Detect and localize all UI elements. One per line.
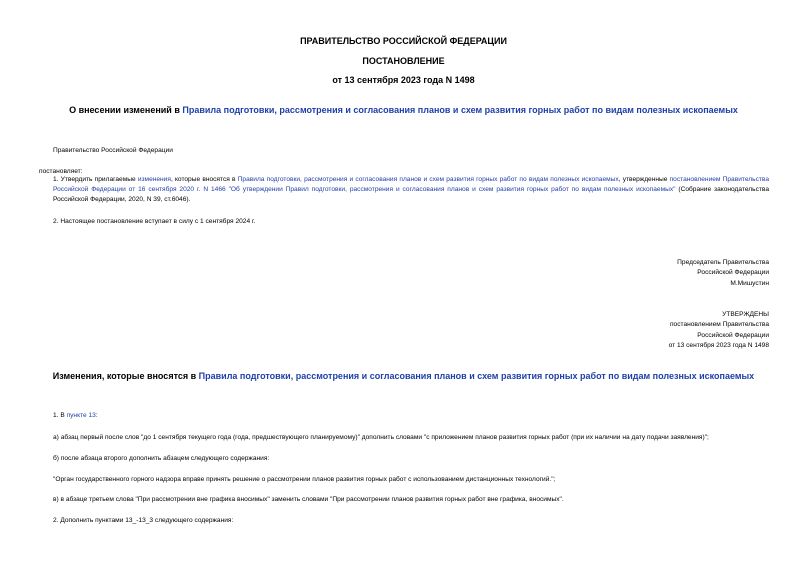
resolution-1466-link[interactable]: постановлением Правительства Российской Федерации от 16 сентября 2020 г. N 1466 "Об утверждении Правил подготовки, рассмотрения и согласования планов и схем развития горных работ по видам полезных ископаемых"	[53, 176, 769, 193]
decrees-word: постановляет:	[39, 168, 83, 175]
signature-name: М.Мишустин	[730, 280, 769, 287]
change-quote: "Орган государственного горного надзора вправе принять решение о рассмотрении планов развития горных работ с использованием дистанционных технологий.";	[53, 476, 556, 483]
paragraph-2: 2. Настоящее постановление вступает в силу с 1 сентября 2024 г.	[53, 218, 256, 225]
document-title-prefix: О внесении изменений в	[69, 105, 183, 115]
changes-title	[0, 371, 807, 382]
clause-13-link[interactable]: пункте 13	[66, 412, 96, 419]
change-subitem-b: б) после абзаца второго дополнить абзацем следующего содержания:	[53, 455, 270, 462]
paragraph-1-text-c: , утвержденные	[618, 176, 670, 183]
change-subitem-v: в) в абзаце третьем слова "При рассмотрении вне графика вносимых" заменить словами "При рассмотрении планов развития горных работ вне графика, вносимых".	[53, 496, 564, 503]
signature-country: Российской Федерации	[697, 269, 769, 276]
change-item-1	[53, 411, 98, 420]
paragraph-1	[53, 175, 769, 205]
change-item-2: 2. Дополнить пунктами 13_-13_3 следующего содержания:	[53, 517, 234, 524]
approved-country: Российской Федерации	[697, 332, 769, 339]
government-heading: ПРАВИТЕЛЬСТВО РОССИЙСКОЙ ФЕДЕРАЦИИ	[300, 36, 507, 46]
approved-by: постановлением Правительства	[669, 321, 769, 328]
document-title	[0, 105, 807, 116]
change-item-1-prefix: 1. В	[53, 412, 67, 419]
changes-link[interactable]: изменения	[137, 176, 171, 183]
paragraph-1-text-b: , которые вносятся в	[170, 176, 238, 183]
change-subitem-a: а) абзац первый после слов "до 1 сентября текущего года (года, предшествующего планируемому)" дополнить словами "с приложением планов развития горных работ (при их наличии на дату подачи заявления)";	[53, 434, 709, 441]
rules-link[interactable]: Правила подготовки, рассмотрения и согласования планов и схем развития горных работ по видам полезных ископаемых	[182, 105, 738, 115]
changes-title-prefix: Изменения, которые вносятся в	[52, 371, 199, 381]
approved-heading: УТВЕРЖДЕНЫ	[722, 311, 769, 318]
document-date-number: от 13 сентября 2023 года N 1498	[332, 75, 475, 85]
paragraph-1-text-d: (Собрание законодательства Российской Федерации, 2020, N 39, ст.6046).	[53, 186, 769, 203]
issuer: Правительство Российской Федерации	[53, 147, 173, 154]
changes-rules-link[interactable]: Правила подготовки, рассмотрения и согласования планов и схем развития горных работ по видам полезных ископаемых	[198, 371, 755, 381]
document-type: ПОСТАНОВЛЕНИЕ	[362, 56, 445, 66]
change-item-1-suffix: :	[95, 412, 98, 419]
paragraph-1-text-a: 1. Утвердить прилагаемые	[53, 176, 138, 183]
rules-link-inline[interactable]: Правила подготовки, рассмотрения и согласования планов и схем развития горных работ по видам полезных ископаемых	[237, 176, 619, 183]
approved-date-number: от 13 сентября 2023 года N 1498	[668, 342, 769, 349]
signature-title: Председатель Правительства	[677, 259, 769, 266]
